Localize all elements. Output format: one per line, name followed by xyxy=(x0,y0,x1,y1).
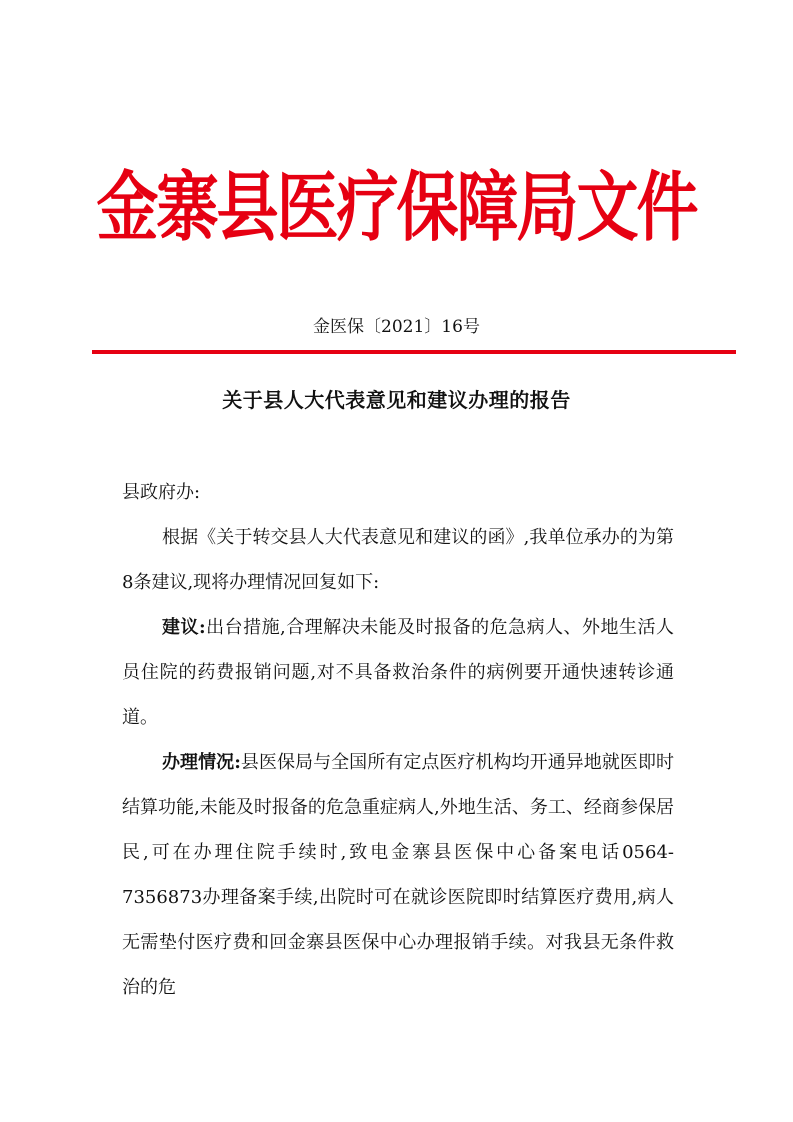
paragraph-intro: 根据《关于转交县人大代表意见和建议的函》,我单位承办的为第8条建议,现将办理情况回复如下: xyxy=(122,527,674,593)
suggestion-text: 出台措施,合理解决未能及时报备的危急病人、外地生活人员住院的药费报销问题,对不具备救治条件的病例要开通快速转诊通道。 xyxy=(122,617,674,728)
paragraph-suggestion xyxy=(122,605,674,740)
handling-label: 办理情况: xyxy=(162,752,241,773)
suggestion-label: 建议: xyxy=(162,617,206,638)
red-divider-line xyxy=(92,350,736,354)
paragraph-handling xyxy=(122,740,674,1010)
salutation: 县政府办: xyxy=(122,482,201,503)
document-number: 金医保〔2021〕16号 xyxy=(313,317,480,337)
agency-masthead: 金寨县医疗保障局文件 xyxy=(96,162,697,252)
report-title: 关于县人大代表意见和建议办理的报告 xyxy=(222,388,571,412)
handling-text: 县医保局与全国所有定点医疗机构均开通异地就医即时结算功能,未能及时报备的危急重症病人,外地生活、务工、经商参保居民,可在办理住院手续时,致电金寨县医保中心备案电话0564-7356873办理备案手续,出院时可在就诊医院即时结算医疗费用,病人无需垫付医疗费和回金寨县医保中心办理报销手续。对我县无条件救治的危 xyxy=(122,752,674,998)
